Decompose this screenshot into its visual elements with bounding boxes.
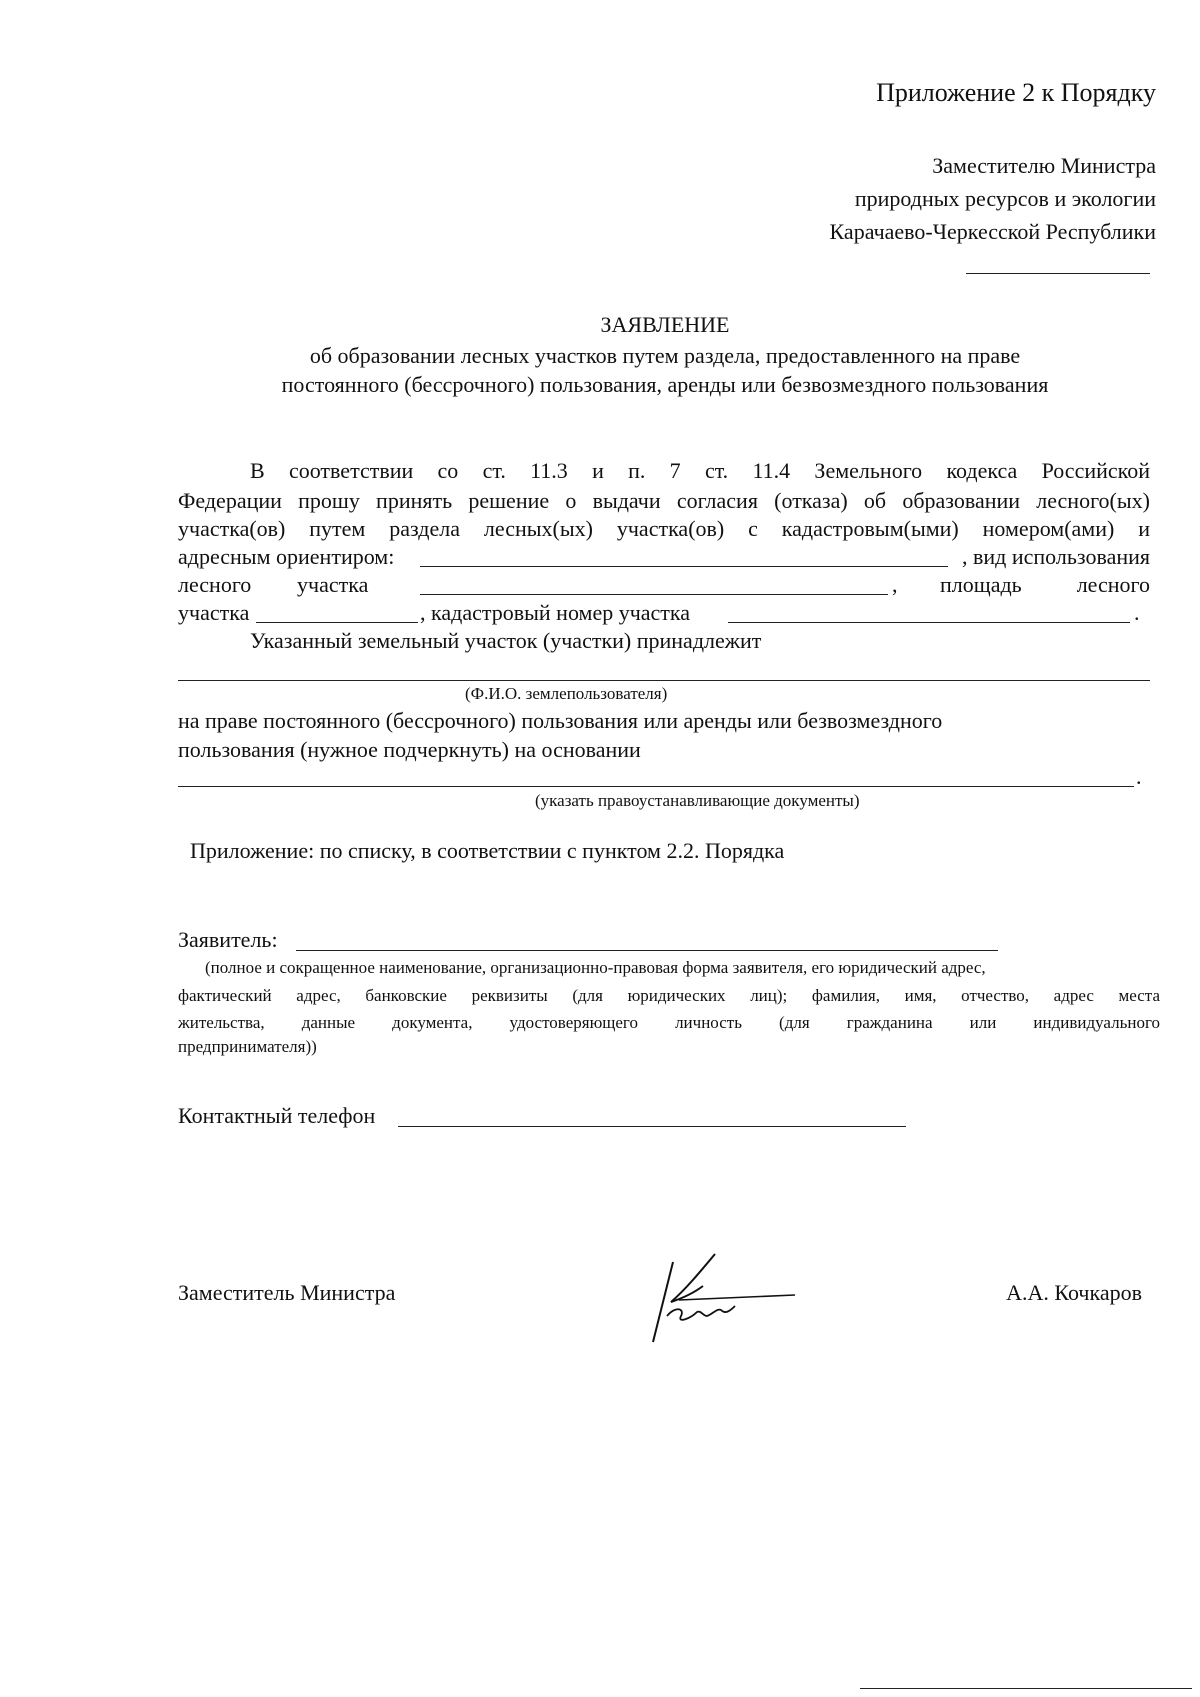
forest-word: лесного <box>178 572 252 597</box>
cadastral-number-period: . <box>1134 600 1140 625</box>
plot-word: участка <box>297 572 369 597</box>
attachment-note: Приложение: по списку, в соответствии с пунктом 2.2. Порядка <box>190 838 785 863</box>
right-basis-line-1: на праве постоянного (бессрочного) пользования или аренды или безвозмездного <box>178 708 943 733</box>
address-landmark-label: адресным ориентиром: <box>178 544 395 569</box>
area-word: площадь <box>940 572 1022 597</box>
applicant-note-line-1: (полное и сокращенное наименование, организационно-правовая форма заявителя, его юридический адрес, <box>205 958 986 977</box>
document-subtitle-line-2: постоянного (бессрочного) пользования, аренды или безвозмездного пользования <box>281 372 1049 397</box>
handwritten-signature <box>645 1250 795 1345</box>
contact-phone-blank <box>398 1126 906 1127</box>
forest-word-2: лесного <box>1076 572 1150 597</box>
applicant-note-line-4: предпринимателя)) <box>178 1037 317 1056</box>
land-user-name-blank <box>178 680 1150 681</box>
paragraph-1-line-3: участка(ов) путем раздела лесных(ых) участка(ов) с кадастровым(ыми) номером(ами) и <box>178 516 1150 541</box>
signatory-position: Заместитель Министра <box>178 1280 396 1305</box>
title-documents-period: . <box>1136 764 1142 789</box>
appendix-label: Приложение 2 к Порядку <box>876 78 1156 107</box>
paragraph-1-line-2: Федерации прошу принять решение о выдачи согласия (отказа) об образовании лесного(ых) <box>178 488 1150 513</box>
paragraph-1-line-1: В соответствии со ст. 11.3 и п. 7 ст. 11.4 Земельного кодекса Российской <box>250 458 1150 483</box>
applicant-note-line-3: жительства, данные документа, удостоверяющего личность (для гражданина или индивидуального <box>178 1013 1160 1032</box>
document-subtitle-line-1: об образовании лесных участков путем раздела, предоставленного на праве <box>309 343 1021 368</box>
bottom-edge-rule <box>860 1688 1192 1689</box>
addressee-line-2: природных ресурсов и экологии <box>854 186 1156 211</box>
usage-type-comma: , <box>892 572 898 597</box>
plot-area-blank <box>256 622 418 623</box>
signatory-name: А.А. Кочкаров <box>1006 1280 1142 1305</box>
address-landmark-blank <box>420 566 948 567</box>
usage-type-label: , вид использования <box>962 544 1150 569</box>
addressee-line-3: Карачаево-Черкесской Республики <box>829 219 1156 244</box>
addressee-line-1: Заместителю Министра <box>932 153 1156 178</box>
plot-area-label: участка <box>178 600 250 625</box>
applicant-label: Заявитель: <box>178 927 278 952</box>
cadastral-number-label: , кадастровый номер участка <box>420 600 691 625</box>
contact-phone-label: Контактный телефон <box>178 1103 376 1128</box>
land-user-caption: (Ф.И.О. землепользователя) <box>465 684 668 703</box>
cadastral-number-blank <box>728 622 1130 623</box>
applicant-blank <box>296 950 998 951</box>
title-documents-blank <box>178 786 1134 787</box>
applicant-note-line-2: фактический адрес, банковские реквизиты (для юридических лиц); фамилия, имя, отчество, адрес места <box>178 986 1160 1005</box>
owner-statement: Указанный земельный участок (участки) принадлежит <box>250 628 762 653</box>
document-title: ЗАЯВЛЕНИЕ <box>600 312 730 337</box>
addressee-name-blank <box>966 273 1150 274</box>
right-basis-line-2: пользования (нужное подчеркнуть) на основании <box>178 737 641 762</box>
title-documents-caption: (указать правоустанавливающие документы) <box>535 791 860 810</box>
usage-type-blank <box>420 594 888 595</box>
